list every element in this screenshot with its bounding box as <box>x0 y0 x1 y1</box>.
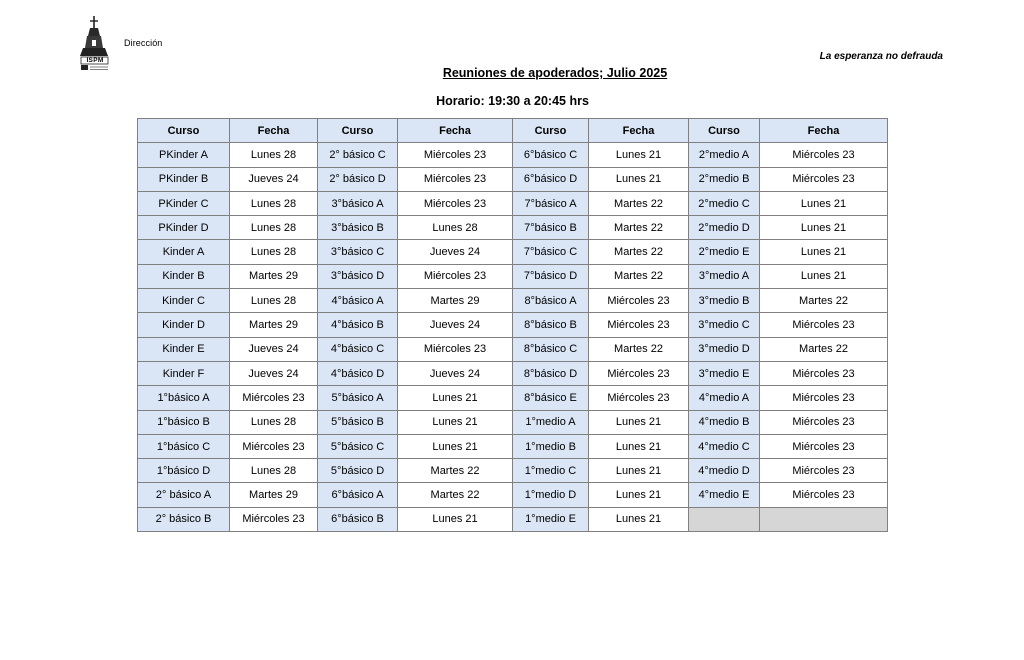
curso-cell: 2°medio B <box>689 167 760 191</box>
table-row <box>138 386 888 410</box>
table-row <box>138 289 888 313</box>
curso-cell: 8°básico E <box>513 386 589 410</box>
curso-cell: 1°básico C <box>138 434 230 458</box>
curso-cell: 5°básico A <box>318 386 398 410</box>
fecha-cell: Miércoles 23 <box>760 386 888 410</box>
fecha-cell: Miércoles 23 <box>589 289 689 313</box>
curso-cell: 5°básico D <box>318 459 398 483</box>
fecha-cell: Lunes 28 <box>230 459 318 483</box>
curso-cell: Kinder D <box>138 313 230 337</box>
table-row <box>138 483 888 507</box>
header-curso-3: Curso <box>513 119 589 143</box>
fecha-cell: Lunes 21 <box>589 459 689 483</box>
curso-cell: 1°básico B <box>138 410 230 434</box>
curso-cell: 4°básico D <box>318 361 398 385</box>
curso-cell: 1°medio C <box>513 459 589 483</box>
curso-cell: 5°básico B <box>318 410 398 434</box>
fecha-cell: Lunes 21 <box>760 264 888 288</box>
fecha-cell: Miércoles 23 <box>760 459 888 483</box>
fecha-cell: Lunes 21 <box>760 240 888 264</box>
curso-cell: Kinder C <box>138 289 230 313</box>
meetings-table <box>137 118 888 532</box>
curso-cell: 2° básico D <box>318 167 398 191</box>
curso-cell: 7°básico D <box>513 264 589 288</box>
curso-cell: 7°básico B <box>513 216 589 240</box>
fecha-cell: Miércoles 23 <box>398 167 513 191</box>
table-row <box>138 507 888 531</box>
curso-cell: PKinder B <box>138 167 230 191</box>
logo-text: ISPM <box>86 57 104 64</box>
school-motto: La esperanza no defrauda <box>819 51 943 62</box>
fecha-cell: Martes 29 <box>230 483 318 507</box>
table-row <box>138 264 888 288</box>
fecha-cell: Jueves 24 <box>398 361 513 385</box>
fecha-cell: Miércoles 23 <box>589 361 689 385</box>
fecha-cell: Jueves 24 <box>230 167 318 191</box>
fecha-cell: Jueves 24 <box>230 337 318 361</box>
curso-cell: 2° básico C <box>318 143 398 167</box>
header-fecha-1: Fecha <box>230 119 318 143</box>
curso-cell: 8°básico A <box>513 289 589 313</box>
header-fecha-4: Fecha <box>760 119 888 143</box>
header-fecha-3: Fecha <box>589 119 689 143</box>
curso-cell: 3°básico C <box>318 240 398 264</box>
table-row <box>138 191 888 215</box>
fecha-cell: Martes 22 <box>589 264 689 288</box>
fecha-cell: Lunes 28 <box>230 191 318 215</box>
fecha-cell: Miércoles 23 <box>230 507 318 531</box>
curso-cell: PKinder C <box>138 191 230 215</box>
fecha-cell: Lunes 28 <box>230 410 318 434</box>
curso-cell: 4°medio D <box>689 459 760 483</box>
fecha-cell: Lunes 21 <box>589 167 689 191</box>
curso-cell: 7°básico C <box>513 240 589 264</box>
fecha-cell: Lunes 28 <box>230 216 318 240</box>
fecha-cell: Lunes 21 <box>398 386 513 410</box>
curso-cell: 8°básico D <box>513 361 589 385</box>
curso-cell: 1°básico A <box>138 386 230 410</box>
fecha-cell: Jueves 24 <box>398 313 513 337</box>
fecha-cell: Miércoles 23 <box>760 313 888 337</box>
fecha-cell: Martes 22 <box>398 483 513 507</box>
curso-cell: 2°medio A <box>689 143 760 167</box>
curso-cell: 6°básico D <box>513 167 589 191</box>
fecha-cell: Lunes 21 <box>589 410 689 434</box>
table-row <box>138 167 888 191</box>
table-row <box>138 143 888 167</box>
fecha-cell: Miércoles 23 <box>760 434 888 458</box>
table-row <box>138 216 888 240</box>
curso-cell: 3°medio A <box>689 264 760 288</box>
fecha-cell: Lunes 21 <box>589 483 689 507</box>
table-header-row <box>138 119 888 143</box>
fecha-cell: Martes 22 <box>589 191 689 215</box>
curso-cell: 1°medio A <box>513 410 589 434</box>
curso-cell: 2°medio E <box>689 240 760 264</box>
fecha-cell: Miércoles 23 <box>230 434 318 458</box>
curso-cell: 4°básico A <box>318 289 398 313</box>
fecha-cell: Miércoles 23 <box>760 143 888 167</box>
curso-cell: 8°básico B <box>513 313 589 337</box>
table-body <box>138 143 888 532</box>
fecha-cell: Martes 29 <box>230 264 318 288</box>
table-row <box>138 313 888 337</box>
school-logo-icon <box>78 14 112 72</box>
fecha-cell: Martes 22 <box>589 337 689 361</box>
fecha-cell: Miércoles 23 <box>398 143 513 167</box>
fecha-cell: Miércoles 23 <box>760 167 888 191</box>
curso-cell: 7°básico A <box>513 191 589 215</box>
fecha-cell: Lunes 21 <box>398 410 513 434</box>
schedule-subtitle: Horario: 19:30 a 20:45 hrs <box>436 94 589 108</box>
curso-cell: 1°medio D <box>513 483 589 507</box>
curso-cell: 3°medio D <box>689 337 760 361</box>
fecha-cell: Martes 22 <box>589 240 689 264</box>
curso-cell: 8°básico C <box>513 337 589 361</box>
curso-cell: 3°básico B <box>318 216 398 240</box>
empty-cell <box>689 507 760 531</box>
fecha-cell: Martes 22 <box>760 337 888 361</box>
fecha-cell: Lunes 21 <box>760 191 888 215</box>
fecha-cell: Lunes 21 <box>760 216 888 240</box>
curso-cell: 6°básico C <box>513 143 589 167</box>
fecha-cell: Lunes 21 <box>398 434 513 458</box>
table-row <box>138 434 888 458</box>
table-row <box>138 361 888 385</box>
curso-cell: 3°medio B <box>689 289 760 313</box>
curso-cell: 6°básico B <box>318 507 398 531</box>
curso-cell: 1°medio B <box>513 434 589 458</box>
fecha-cell: Lunes 21 <box>589 143 689 167</box>
fecha-cell: Miércoles 23 <box>589 313 689 337</box>
fecha-cell: Miércoles 23 <box>398 264 513 288</box>
fecha-cell: Martes 29 <box>398 289 513 313</box>
fecha-cell: Martes 22 <box>398 459 513 483</box>
curso-cell: Kinder A <box>138 240 230 264</box>
fecha-cell: Miércoles 23 <box>230 386 318 410</box>
header-curso-4: Curso <box>689 119 760 143</box>
curso-cell: 1°medio E <box>513 507 589 531</box>
fecha-cell: Martes 29 <box>230 313 318 337</box>
header-curso-2: Curso <box>318 119 398 143</box>
curso-cell: 4°medio C <box>689 434 760 458</box>
fecha-cell: Miércoles 23 <box>398 191 513 215</box>
fecha-cell: Miércoles 23 <box>760 410 888 434</box>
curso-cell: 3°medio E <box>689 361 760 385</box>
curso-cell: 2° básico B <box>138 507 230 531</box>
curso-cell: 3°medio C <box>689 313 760 337</box>
fecha-cell: Lunes 21 <box>589 434 689 458</box>
header-fecha-2: Fecha <box>398 119 513 143</box>
curso-cell: 2° básico A <box>138 483 230 507</box>
fecha-cell: Miércoles 23 <box>760 483 888 507</box>
page-title: Reuniones de apoderados; Julio 2025 <box>442 66 668 80</box>
table-row <box>138 337 888 361</box>
department-label: Dirección <box>124 38 163 48</box>
curso-cell: 2°medio D <box>689 216 760 240</box>
curso-cell: PKinder D <box>138 216 230 240</box>
curso-cell: Kinder F <box>138 361 230 385</box>
fecha-cell: Lunes 28 <box>230 240 318 264</box>
fecha-cell: Miércoles 23 <box>760 361 888 385</box>
curso-cell: 4°básico B <box>318 313 398 337</box>
table-row <box>138 410 888 434</box>
fecha-cell: Miércoles 23 <box>398 337 513 361</box>
curso-cell: 4°medio A <box>689 386 760 410</box>
curso-cell: 5°básico C <box>318 434 398 458</box>
header-curso-1: Curso <box>138 119 230 143</box>
curso-cell: 4°medio E <box>689 483 760 507</box>
fecha-cell: Lunes 28 <box>230 143 318 167</box>
curso-cell: 4°medio B <box>689 410 760 434</box>
curso-cell: Kinder B <box>138 264 230 288</box>
curso-cell: 3°básico A <box>318 191 398 215</box>
curso-cell: 2°medio C <box>689 191 760 215</box>
fecha-cell: Martes 22 <box>589 216 689 240</box>
fecha-cell: Lunes 28 <box>398 216 513 240</box>
curso-cell: 6°básico A <box>318 483 398 507</box>
curso-cell: 3°básico D <box>318 264 398 288</box>
fecha-cell: Lunes 21 <box>589 507 689 531</box>
table-row <box>138 459 888 483</box>
fecha-cell: Jueves 24 <box>230 361 318 385</box>
empty-cell <box>760 507 888 531</box>
table-row <box>138 240 888 264</box>
fecha-cell: Jueves 24 <box>398 240 513 264</box>
fecha-cell: Miércoles 23 <box>589 386 689 410</box>
fecha-cell: Martes 22 <box>760 289 888 313</box>
fecha-cell: Lunes 21 <box>398 507 513 531</box>
curso-cell: PKinder A <box>138 143 230 167</box>
curso-cell: 4°básico C <box>318 337 398 361</box>
fecha-cell: Lunes 28 <box>230 289 318 313</box>
curso-cell: 1°básico D <box>138 459 230 483</box>
curso-cell: Kinder E <box>138 337 230 361</box>
